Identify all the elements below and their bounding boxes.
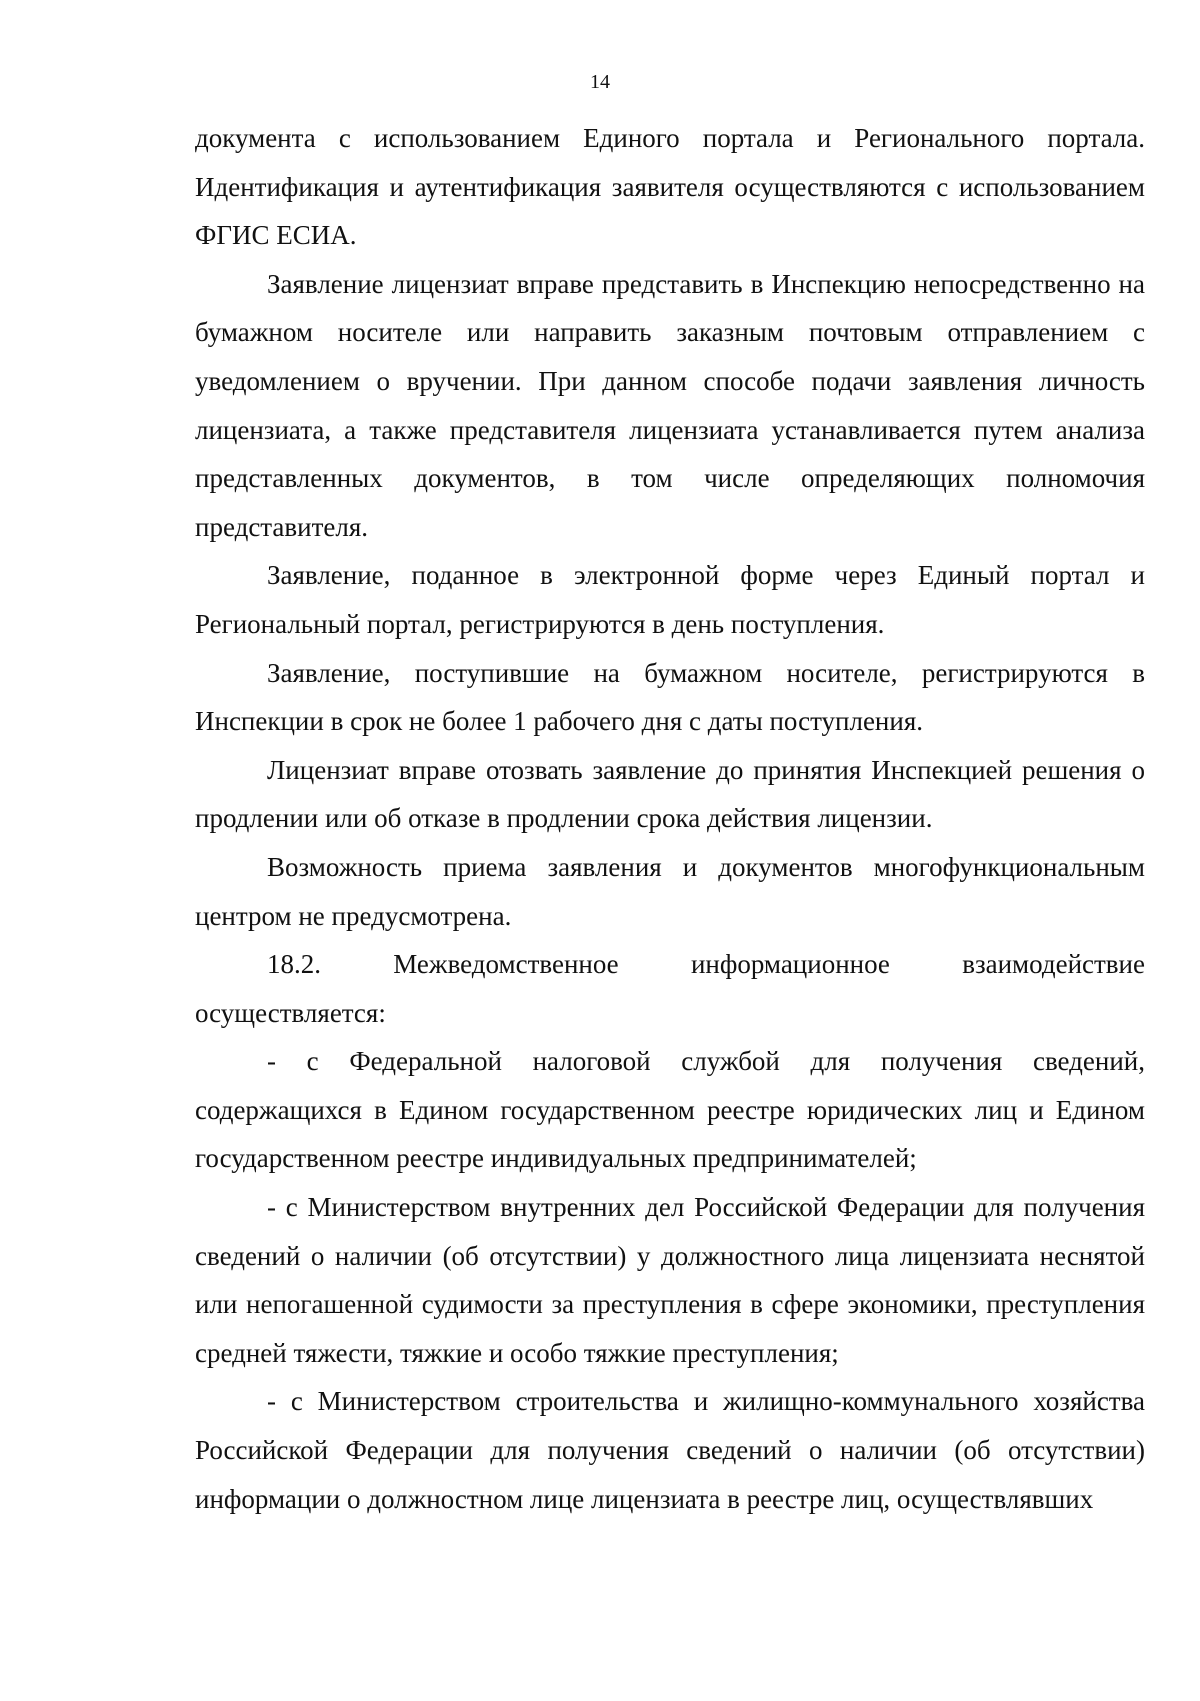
- document-body: [195, 114, 1145, 1523]
- paragraph-continuation: документа с использованием Единого портала и Регионального портала. Идентификация и аутентификация заявителя осуществляются с использованием ФГИС ЕСИА.: [195, 123, 1145, 251]
- paragraph-paper-registration: Заявление, поступившие на бумажном носителе, регистрируются в Инспекции в срок не более 1 рабочего дня с даты поступления.: [195, 657, 1145, 737]
- paragraph-electronic-registration: Заявление, поданное в электронной форме через Единый портал и Региональный портал, регистрируются в день поступления.: [195, 560, 1145, 639]
- page-number: 14: [590, 71, 610, 93]
- list-item-tax-service: - с Федеральной налоговой службой для получения сведений, содержащихся в Едином государственном реестре юридических лиц и Едином государственном реестре индивидуальных предпринимателей;: [195, 1046, 1145, 1174]
- paragraph-section-18-2: 18.2. Межведомственное информационное взаимодействие осуществляется:: [195, 949, 1145, 1028]
- paragraph-withdrawal: Лицензиат вправе отозвать заявление до принятия Инспекцией решения о продлении или об отказе в продлении срока действия лицензии.: [195, 754, 1145, 834]
- list-item-interior-ministry: - с Министерством внутренних дел Российской Федерации для получения сведений о наличии (об отсутствии) у должностного лица лицензиата неснятой или непогашенной судимости за преступления в сфере экономики, преступления средней тяжести, тяжкие и особо тяжкие преступления;: [195, 1192, 1145, 1368]
- paragraph-submission-paper: Заявление лицензиат вправе представить в Инспекцию непосредственно на бумажном носителе или направить заказным почтовым отправлением с уведомлением о вручении. При данном способе подачи заявления личность лицензиата, а также представителя лицензиата устанавливается путем анализа представленных документов, в том числе определяющих полномочия представителя.: [195, 268, 1145, 542]
- list-item-construction-ministry: - с Министерством строительства и жилищно-коммунального хозяйства Российской Федерации для получения сведений о наличии (об отсутствии) информации о должностном лице лицензиата в реестре лиц, осуществлявших: [195, 1386, 1145, 1514]
- paragraph-mfc: Возможность приема заявления и документов многофункциональным центром не предусмотрена.: [195, 851, 1145, 931]
